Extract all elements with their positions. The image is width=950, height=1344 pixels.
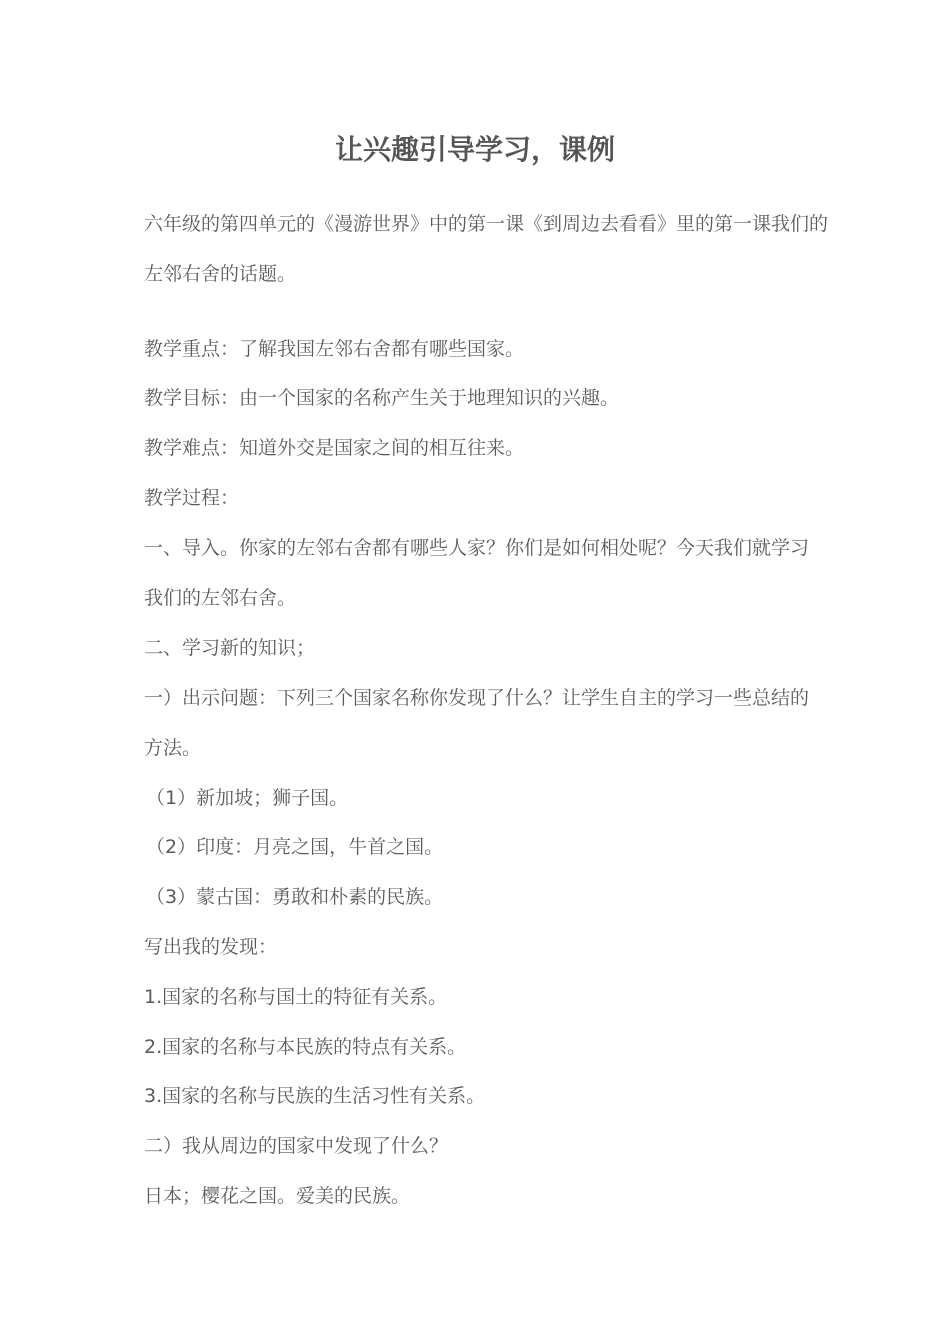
paragraph-line-process: 教学过程：	[144, 487, 240, 509]
paragraph-line-japan: 日本；樱花之国。爱美的民族。	[144, 1185, 411, 1207]
list-item-india: （2）印度：月亮之国，牛首之国。	[146, 836, 444, 858]
document-title: 让兴趣引导学习，课例	[334, 133, 615, 166]
list-item-singapore: （1）新加坡；狮子国。	[146, 787, 349, 809]
paragraph-line-intro-step-2: 我们的左邻右舍。	[144, 587, 297, 609]
paragraph-line-new-knowledge: 二、学习新的知识；	[144, 637, 316, 659]
paragraph-line-objective: 教学目标：由一个国家的名称产生关于地理知识的兴趣。	[144, 387, 620, 409]
paragraph-line-intro-step-1: 一、导入。你家的左邻右舍都有哪些人家？你们是如何相处呢？今天我们就学习	[144, 537, 810, 559]
paragraph-line-findings: 写出我的发现：	[144, 936, 278, 958]
paragraph-line-question-2: 方法。	[144, 737, 202, 759]
paragraph-line-difficulty: 教学难点：知道外交是国家之间的相互往来。	[144, 437, 525, 459]
paragraph-line-key-point: 教学重点：了解我国左邻右舍都有哪些国家。	[144, 338, 525, 360]
list-item-finding-2: 2.国家的名称与本民族的特点有关系。	[144, 1036, 467, 1058]
paragraph-line-intro-2: 左邻右舍的话题。	[144, 263, 297, 285]
list-item-finding-1: 1.国家的名称与国土的特征有关系。	[144, 986, 448, 1008]
paragraph-line-intro-1: 六年级的第四单元的《漫游世界》中的第一课《到周边去看看》里的第一课我们的	[144, 213, 829, 235]
list-item-finding-3: 3.国家的名称与民族的生活习性有关系。	[144, 1085, 486, 1107]
paragraph-line-question-1: 一）出示问题：下列三个国家名称你发现了什么？让学生自主的学习一些总结的	[144, 687, 810, 709]
list-item-mongolia: （3）蒙古国：勇敢和朴素的民族。	[146, 886, 444, 908]
paragraph-line-neighbors-question: 二）我从周边的国家中发现了什么？	[144, 1135, 449, 1157]
